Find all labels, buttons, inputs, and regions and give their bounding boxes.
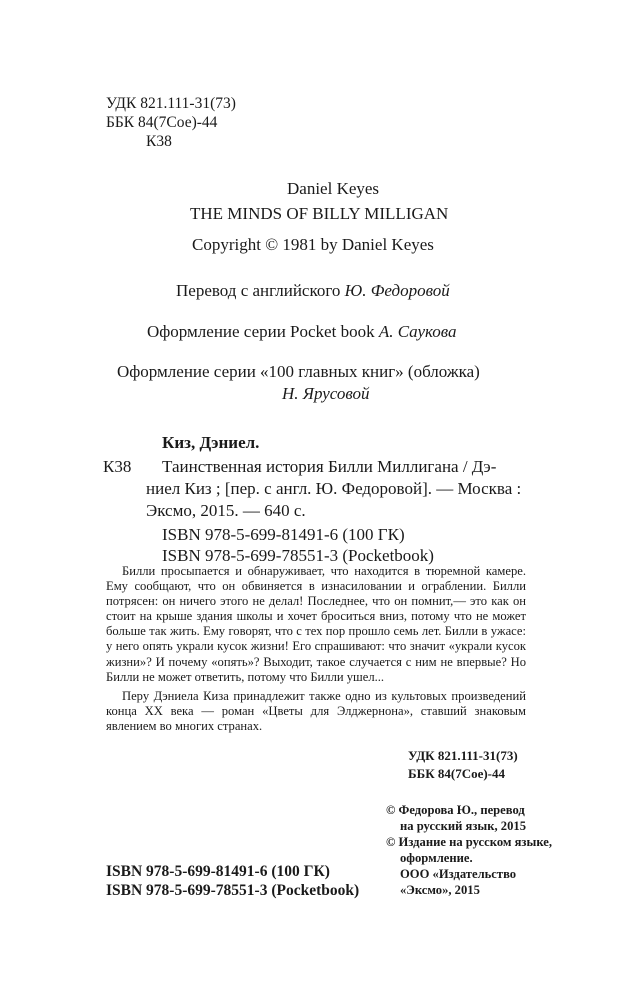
- copyright-edition-cont: оформление.: [400, 851, 473, 865]
- catalog-line: Эксмо, 2015. — 640 с.: [146, 501, 306, 520]
- copyright-translation-cont: на русский язык, 2015: [400, 819, 526, 833]
- footer-isbn: ISBN 978-5-699-78551-3 (Pocketbook): [106, 882, 360, 899]
- copyright-block: [386, 802, 566, 898]
- catalog-line: Таинственная история Билли Миллигана / Дэ-: [162, 457, 497, 476]
- series-designer-name: А. Саукова: [378, 322, 457, 341]
- author-mark: К38: [146, 133, 172, 150]
- annotation-paragraph: Билли просыпается и обнаруживает, что находится в тюремной камере. Ему сообщают, что он обвиняется в изнасиловании и ограблении. Билли потрясен: он ничего этого не делал! Последнее, что он помнит,— это как он стоит на крыше здания школы и хочет броситься вниз, потому что не может больше так жить. Ему говорят, что с тех пор прошло семь лет. Билли в ужасе: у него опять украли кусок жизни! Его спрашивают: что значит «украли кусок жизни»? И почему «опять»? Выходит, такое случается с ним не впервые? Но Билли не может ответить, потому что Билли ушел...: [106, 564, 526, 684]
- cover-designer-name: Н. Ярусовой: [282, 384, 370, 403]
- catalog-heading: Киз, Дэниел.: [162, 433, 260, 452]
- cover-design-label: Оформление серии «100 главных книг» (обложка): [117, 362, 480, 381]
- catalog-mark: К38: [103, 457, 132, 476]
- translation-credit: [176, 280, 450, 301]
- udk-code: УДК 821.111-31(73): [106, 95, 236, 112]
- annotation-paragraph: Перу Дэниела Киза принадлежит также одно из культовых произведений конца XX века — роман «Цветы для Элджернона», ставший знаковым явлением во многих странах.: [106, 688, 526, 733]
- catalog-isbn: ISBN 978-5-699-81491-6 (100 ГК): [162, 525, 405, 544]
- copyright-publisher-year: «Эксмо», 2015: [400, 883, 480, 897]
- copyright-publisher: ООО «Издательство: [400, 867, 517, 881]
- translator-name: Ю. Федоровой: [344, 281, 450, 300]
- series-design-credit: [147, 321, 457, 342]
- translation-label: Перевод с английского: [176, 281, 341, 300]
- annotation-udk: УДК 821.111-31(73): [408, 748, 518, 763]
- copyright-edition: © Издание на русском языке,: [386, 835, 552, 849]
- annotation: [106, 564, 526, 734]
- catalog-isbn: ISBN 978-5-699-78551-3 (Pocketbook): [162, 546, 434, 565]
- copyright-translation: © Федорова Ю., перевод: [386, 803, 525, 817]
- footer-isbn: ISBN 978-5-699-81491-6 (100 ГК): [106, 863, 330, 880]
- original-copyright: Copyright © 1981 by Daniel Keyes: [192, 235, 434, 254]
- annotation-bbk: ББК 84(7Сое)-44: [408, 766, 506, 781]
- series-design-label: Оформление серии Pocket book: [147, 322, 375, 341]
- catalog-line: ниел Киз ; [пер. с англ. Ю. Федоровой]. — Москва :: [146, 479, 522, 498]
- original-author: Daniel Keyes: [287, 179, 380, 198]
- original-title: THE MINDS OF BILLY MILLIGAN: [190, 204, 449, 223]
- bbk-code: ББК 84(7Сое)-44: [106, 114, 218, 131]
